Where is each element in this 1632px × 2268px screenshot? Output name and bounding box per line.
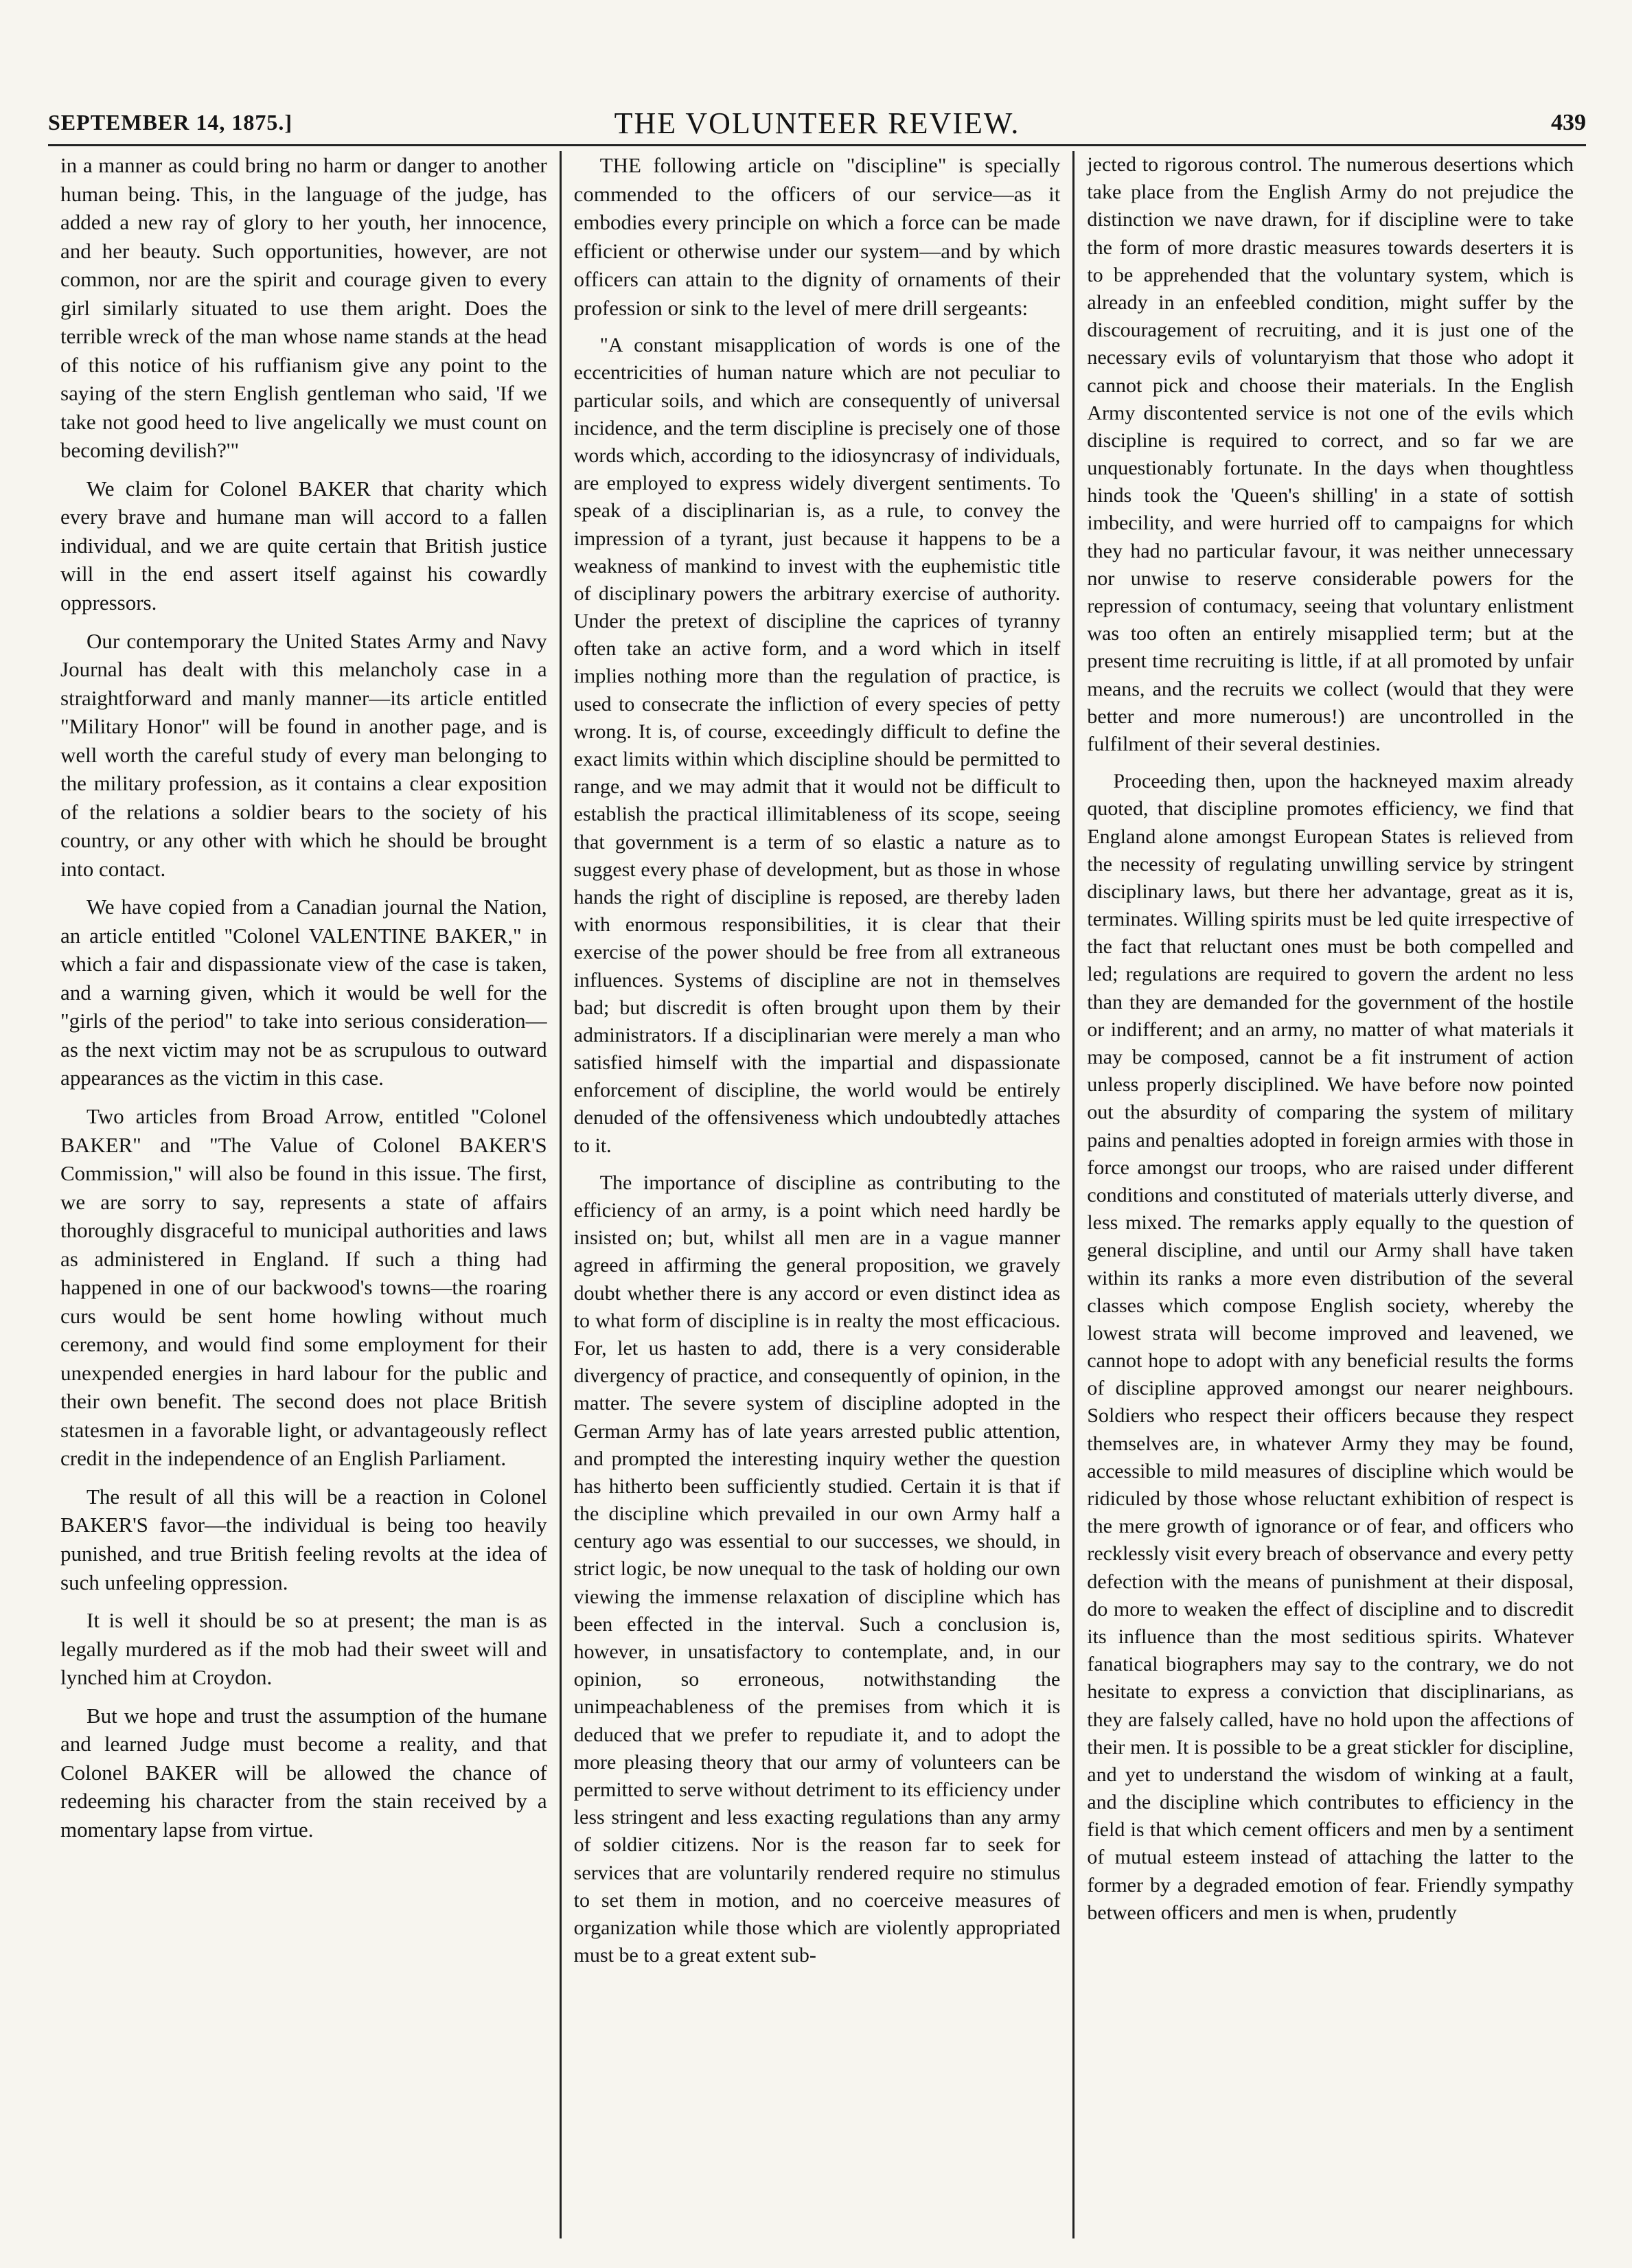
column-2 [560, 151, 1073, 2238]
paragraph: The result of all this will be a reaction in Colonel BAKER'S favor—the individual is being too heavily punished, and true British feeling revolts at the idea of such unfeeling oppression. [60, 1484, 547, 1594]
paragraph: It is well it should be so at present; the man is as legally murdered as if the mob had their sweet will and lynched him at Croydon. [60, 1608, 547, 1690]
paragraph: Proceeding then, upon the hackneyed maxim already quoted, that discipline promotes efficiency, we find that England alone amongst European States is relieved from the necessity of regulating unwilling service by stringent disciplinary laws, but there her advantage, great as it is, terminates. Willing spirits must be led quite irrespective of the fact that reluctant ones must be both compelled and led; regulations are required to govern the ardent no less than they are demanded for the government of the hostile or indifferent; and an army, no matter of what materials it may be composed, cannot be a fit instrument of action unless properly disciplined. We have before now pointed out the absurdity of comparing the system of military pains and penalties adopted in foreign armies with those in force amongst our troops, who are raised under different conditions and constituted of materials utterly diverse, and less mixed. The remarks apply equally to the question of general discipline, and until our Army shall have taken within its ranks a more even distribution of the several classes which compose English society, whereby the lowest strata will become improved and leavened, we cannot hope to adopt with any beneficial results the forms of discipline approved amongst our nearer neighbours. Soldiers who respect their officers because they respect themselves are, in whatever Army they may be found, accessible to mild measures of discipline which would be ridiculed by those whose reluctant exhibition of respect is the mere growth of ignorance or of fear, and officers who recklessly visit every breach of observance and every petty defection with the means of punishment at their disposal, do more to weaken the effect of discipline and to discredit its influence than the most seditious spirits. Whatever fanatical biographers may say to the contrary, we do not hesitate to express a conviction that disciplinarians, as they are falsely called, have no hold upon the affections of their men. It is possible to be a great stickler for discipline, and yet to understand the wisdom of winking at a fault, and the discipline which contributes to efficiency in the field is that which cement officers and men by a sentiment of mutual esteem instead of attaching the latter to the former by a degraded emotion of fear. Friendly sympathy between officers and men is when, prudently [1087, 770, 1574, 1924]
paragraph: We claim for Colonel BAKER that charity which every brave and humane man will accord to a fallen individual, and we are quite certain that British justice will in the end assert itself against his cowardly oppressors. [60, 476, 547, 615]
paragraph: We have copied from a Canadian journal the Nation, an article entitled "Colonel VALENTINE BAKER," in which a fair and dispassionate view of the case is taken, and a warning given, which it would be well for the "girls of the period" to take into serious consideration—as the next victim may not be as scrupulous to outward appearances as the victim in this case. [60, 895, 547, 1090]
paragraph: But we hope and trust the assumption of the humane and learned Judge must become a reality, and that Colonel BAKER will be allowed the chance of redeeming his character from the stain received by a momentary lapse from virtue. [60, 1703, 547, 1842]
paragraph: Our contemporary the United States Army and Navy Journal has dealt with this melancholy case in a straightforward and manly manner—its article entitled "Military Honor" will be found in another page, and is well worth the careful study of every man belonging to the military profession, as it contains a clear exposition of the relations a soldier bears to the society of his country, or any other with which he should be brought into contact. [60, 628, 547, 881]
column-3 [1072, 151, 1586, 2238]
column-1 [48, 151, 560, 2238]
newspaper-page [48, 96, 1586, 2238]
page-number: 439 [1551, 110, 1586, 135]
publication-title: THE VOLUNTEER REVIEW. [614, 106, 1020, 140]
page-header [48, 96, 1586, 146]
paragraph: in a manner as could bring no harm or danger to another human being. This, in the language of the judge, has added a new ray of glory to her youth, her innocence, and her beauty. Such opportunities, however, are not common, nor are the spirit and courage given to every girl similarly situated to use them aright. Does the terrible wreck of the man whose name stands at the head of this notice of his ruffianism give any point to the saying of the stern English gentleman who said, 'If we take not good heed to live angelically we must count on becoming devilish?'" [60, 153, 547, 463]
paragraph: Two articles from Broad Arrow, entitled "Colonel BAKER" and "The Value of Colonel BAKER'S Commission," will also be found in this issue. The first, we are sorry to say, represents a state of affairs thoroughly disgraceful to municipal authorities and laws as administered in England. If such a thing had happened in one of our backwood's towns—the roaring curs would be sent home howling without much ceremony, and would find some employment for their unexpended energies in hard labour for the public and their own benefit. The second does not place British statesmen in a favorable light, or advantageously reflect credit in the independence of an English Parliament. [60, 1104, 547, 1471]
issue-date: SEPTEMBER 14, 1875.] [48, 110, 293, 135]
article-columns [48, 151, 1586, 2238]
paragraph: The importance of discipline as contributing to the efficiency of an army, is a point which need hardly be insisted on; but, whilst all men are in a vague manner agreed in affirming the general proposition, we gravely doubt whether there is any accord or even distinct idea as to what form of discipline is in realty the most efficacious. For, let us hasten to add, there is a very considerable divergency of practice, and consequently of opinion, in the matter. The severe system of discipline adopted in the German Army has of late years arrested public attention, and prompted the interesting inquiry wether the question has hitherto been sufficiently studied. Certain it is that if the discipline which prevailed in our own Army half a century ago was essential to our successes, we should, in strict logic, be now unequal to the task of holding our own viewing the immense relaxation of discipline which has been effected in the interval. Such a conclusion is, however, in unsatisfactory to contemplate, and, in our opinion, so erroneous, notwithstanding the unimpeachableness of the premises from which it is deduced that we prefer to repudiate it, and to adopt the more pleasing theory that our army of volunteers can be permitted to serve without detriment to its efficiency under less stringent and less exacting regulations than any army of soldier citizens. Nor is the reason far to seek for services that are voluntarily rendered require no stimulus to set them in motion, and no coerceive measures of organization while those which are violently appropriated must be to a great extent sub- [573, 1171, 1061, 1967]
paragraph: "A constant misapplication of words is one of the eccentricities of human nature which are not peculiar to particular soils, and which are consequently of universal incidence, and the term discipline is precisely one of those words which, according to the idiosyncrasy of individuals, are employed to express widely divergent sentiments. To speak of a disciplinarian is, as a rule, to convey the impression of a tyrant, just because it happens to be a weakness of mankind to invest with the euphemistic title of disciplinary powers the arbitrary exercise of authority. Under the pretext of discipline the caprices of tyranny often take an active form, and a word which in itself implies nothing more than the regulation of practice, is used to consecrate the infliction of every species of petty wrong. It is, of course, exceedingly difficult to define the exact limits within which discipline should be permitted to range, and we may admit that it would not be difficult to establish the practical illimitableness of its scope, seeing that government is a term of so elastic a nature as to suggest every phase of development, but as those in whose hands the right of discipline is reposed, are thereby laden with enormous responsibilities, it is clear that their exercise of the power should be free from all extraneous influences. Systems of discipline are not in themselves bad; but discredit is often brought upon them by their administrators. If a disciplinarian were merely a man who satisfied himself with the impartial and dispassionate enforcement of discipline, the world would be entirely denuded of the offensiveness which undoubtedly attaches to it. [573, 334, 1061, 1157]
paragraph: THE following article on "discipline" is specially commended to the officers of our service—as it embodies every principle on which a force can be made efficient or otherwise under our system—and by which officers can attain to the dignity of ornaments of their profession or sink to the level of mere drill sergeants: [573, 153, 1061, 320]
paragraph: jected to rigorous control. The numerous desertions which take place from the English Army do not prejudice the distinction we nave drawn, for if discipline were to take the form of more drastic measures towards deserters it is to be apprehended that the voluntary system, which is already in an enfeebled condition, might suffer by the discouragement of recruiting, and it is just one of the necessary evils of voluntaryism that those who adopt it cannot pick and choose their materials. In the English Army discontented service is not one of the evils which discipline is required to correct, and so far we are unquestionably fortunate. In the days when thoughtless hinds took the 'Queen's shilling' in a state of sottish imbecility, and were hurried off to campaigns for which they had no particular favour, it was neither unnecessary nor unwise to reserve considerable powers for the repression of contumacy, seeing that voluntary enlistment was too often an entirely misapplied term; but at the present time recruiting is little, if at all promoted by unfair means, and the recruits we collect (would that they were better and more numerous!) are uncontrolled in the fulfilment of their several destinies. [1087, 153, 1574, 755]
